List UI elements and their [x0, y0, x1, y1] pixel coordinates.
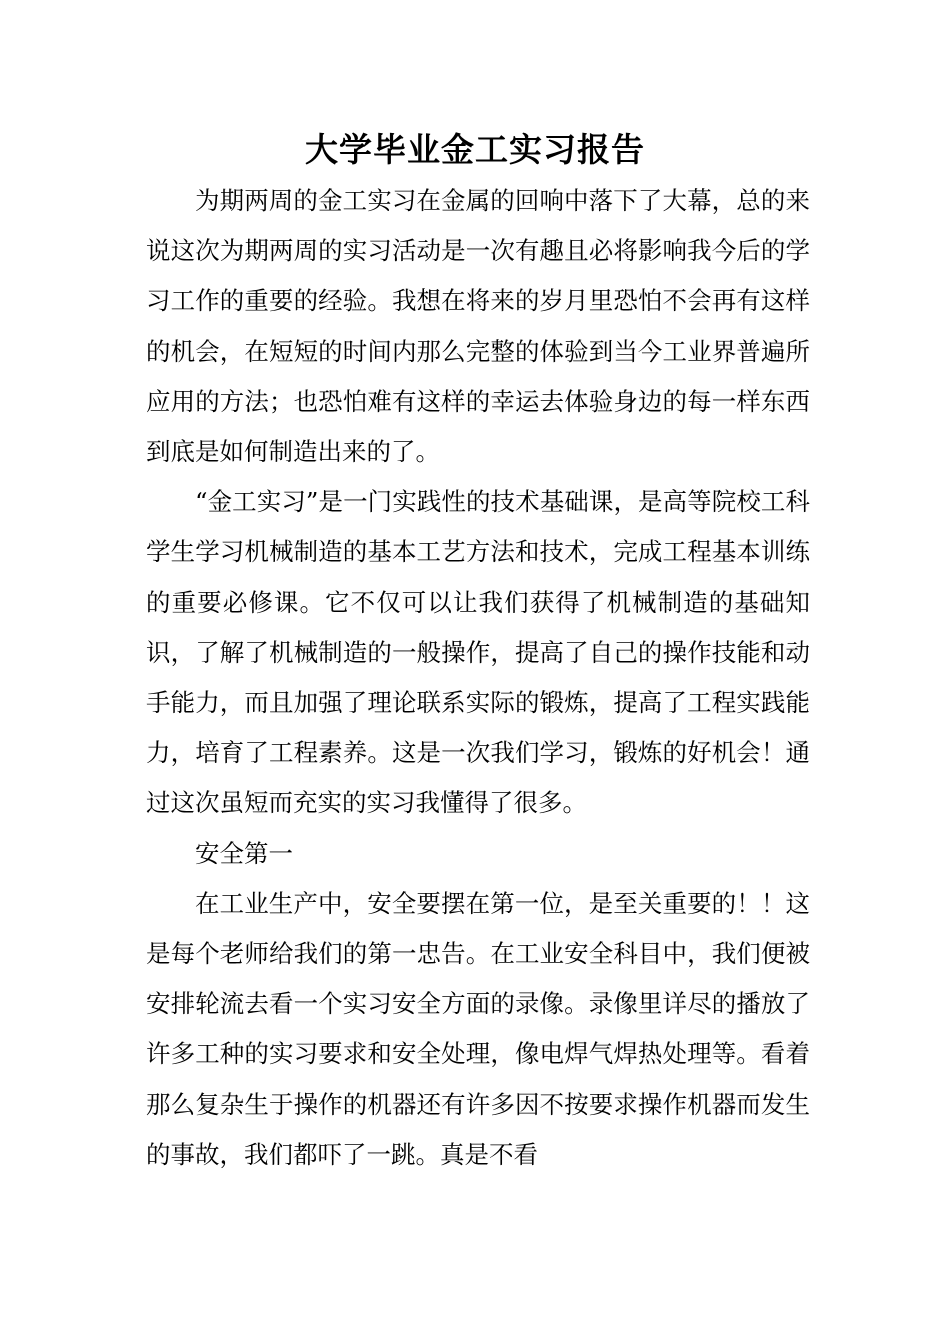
paragraph-intro: 为期两周的金工实习在金属的回响中落下了大幕，总的来说这次为期两周的实习活动是一次有趣且必将影响我今后的学习工作的重要的经验。我想在将来的岁月里恐怕不会再有这样的机会，在短短的时间内那么完整的体验到当今工业界普遍所应用的方法；也恐怕难有这样的幸运去体验身边的每一样东西到底是如何制造出来的了。: [146, 186, 810, 467]
document-title: 大学毕业金工实习报告: [305, 130, 645, 169]
paragraph-safety: 在工业生产中，安全要摆在第一位，是至关重要的！！这是每个老师给我们的第一忠告。在工业安全科目中，我们便被安排轮流去看一个实习安全方面的录像。录像里详尽的播放了许多工种的实习要求和安全处理，像电焊气焊热处理等。看着那么复杂生于操作的机器还有许多因不按要求操作机器而发生的事故，我们都吓了一跳。真是不看: [146, 888, 810, 1169]
paragraph-course-description: “金工实习”是一门实践性的技术基础课，是高等院校工科学生学习机械制造的基本工艺方法和技术，完成工程基本训练的重要必修课。它不仅可以让我们获得了机械制造的基础知识，了解了机械制造的一般操作，提高了自己的操作技能和动手能力，而且加强了理论联系实际的锻炼，提高了工程实践能力，培育了工程素养。这是一次我们学习，锻炼的好机会！通过这次虽短而充实的实习我懂得了很多。: [146, 487, 810, 818]
document-body: [146, 176, 810, 1180]
section-heading-safety: 安全第一: [195, 838, 293, 868]
